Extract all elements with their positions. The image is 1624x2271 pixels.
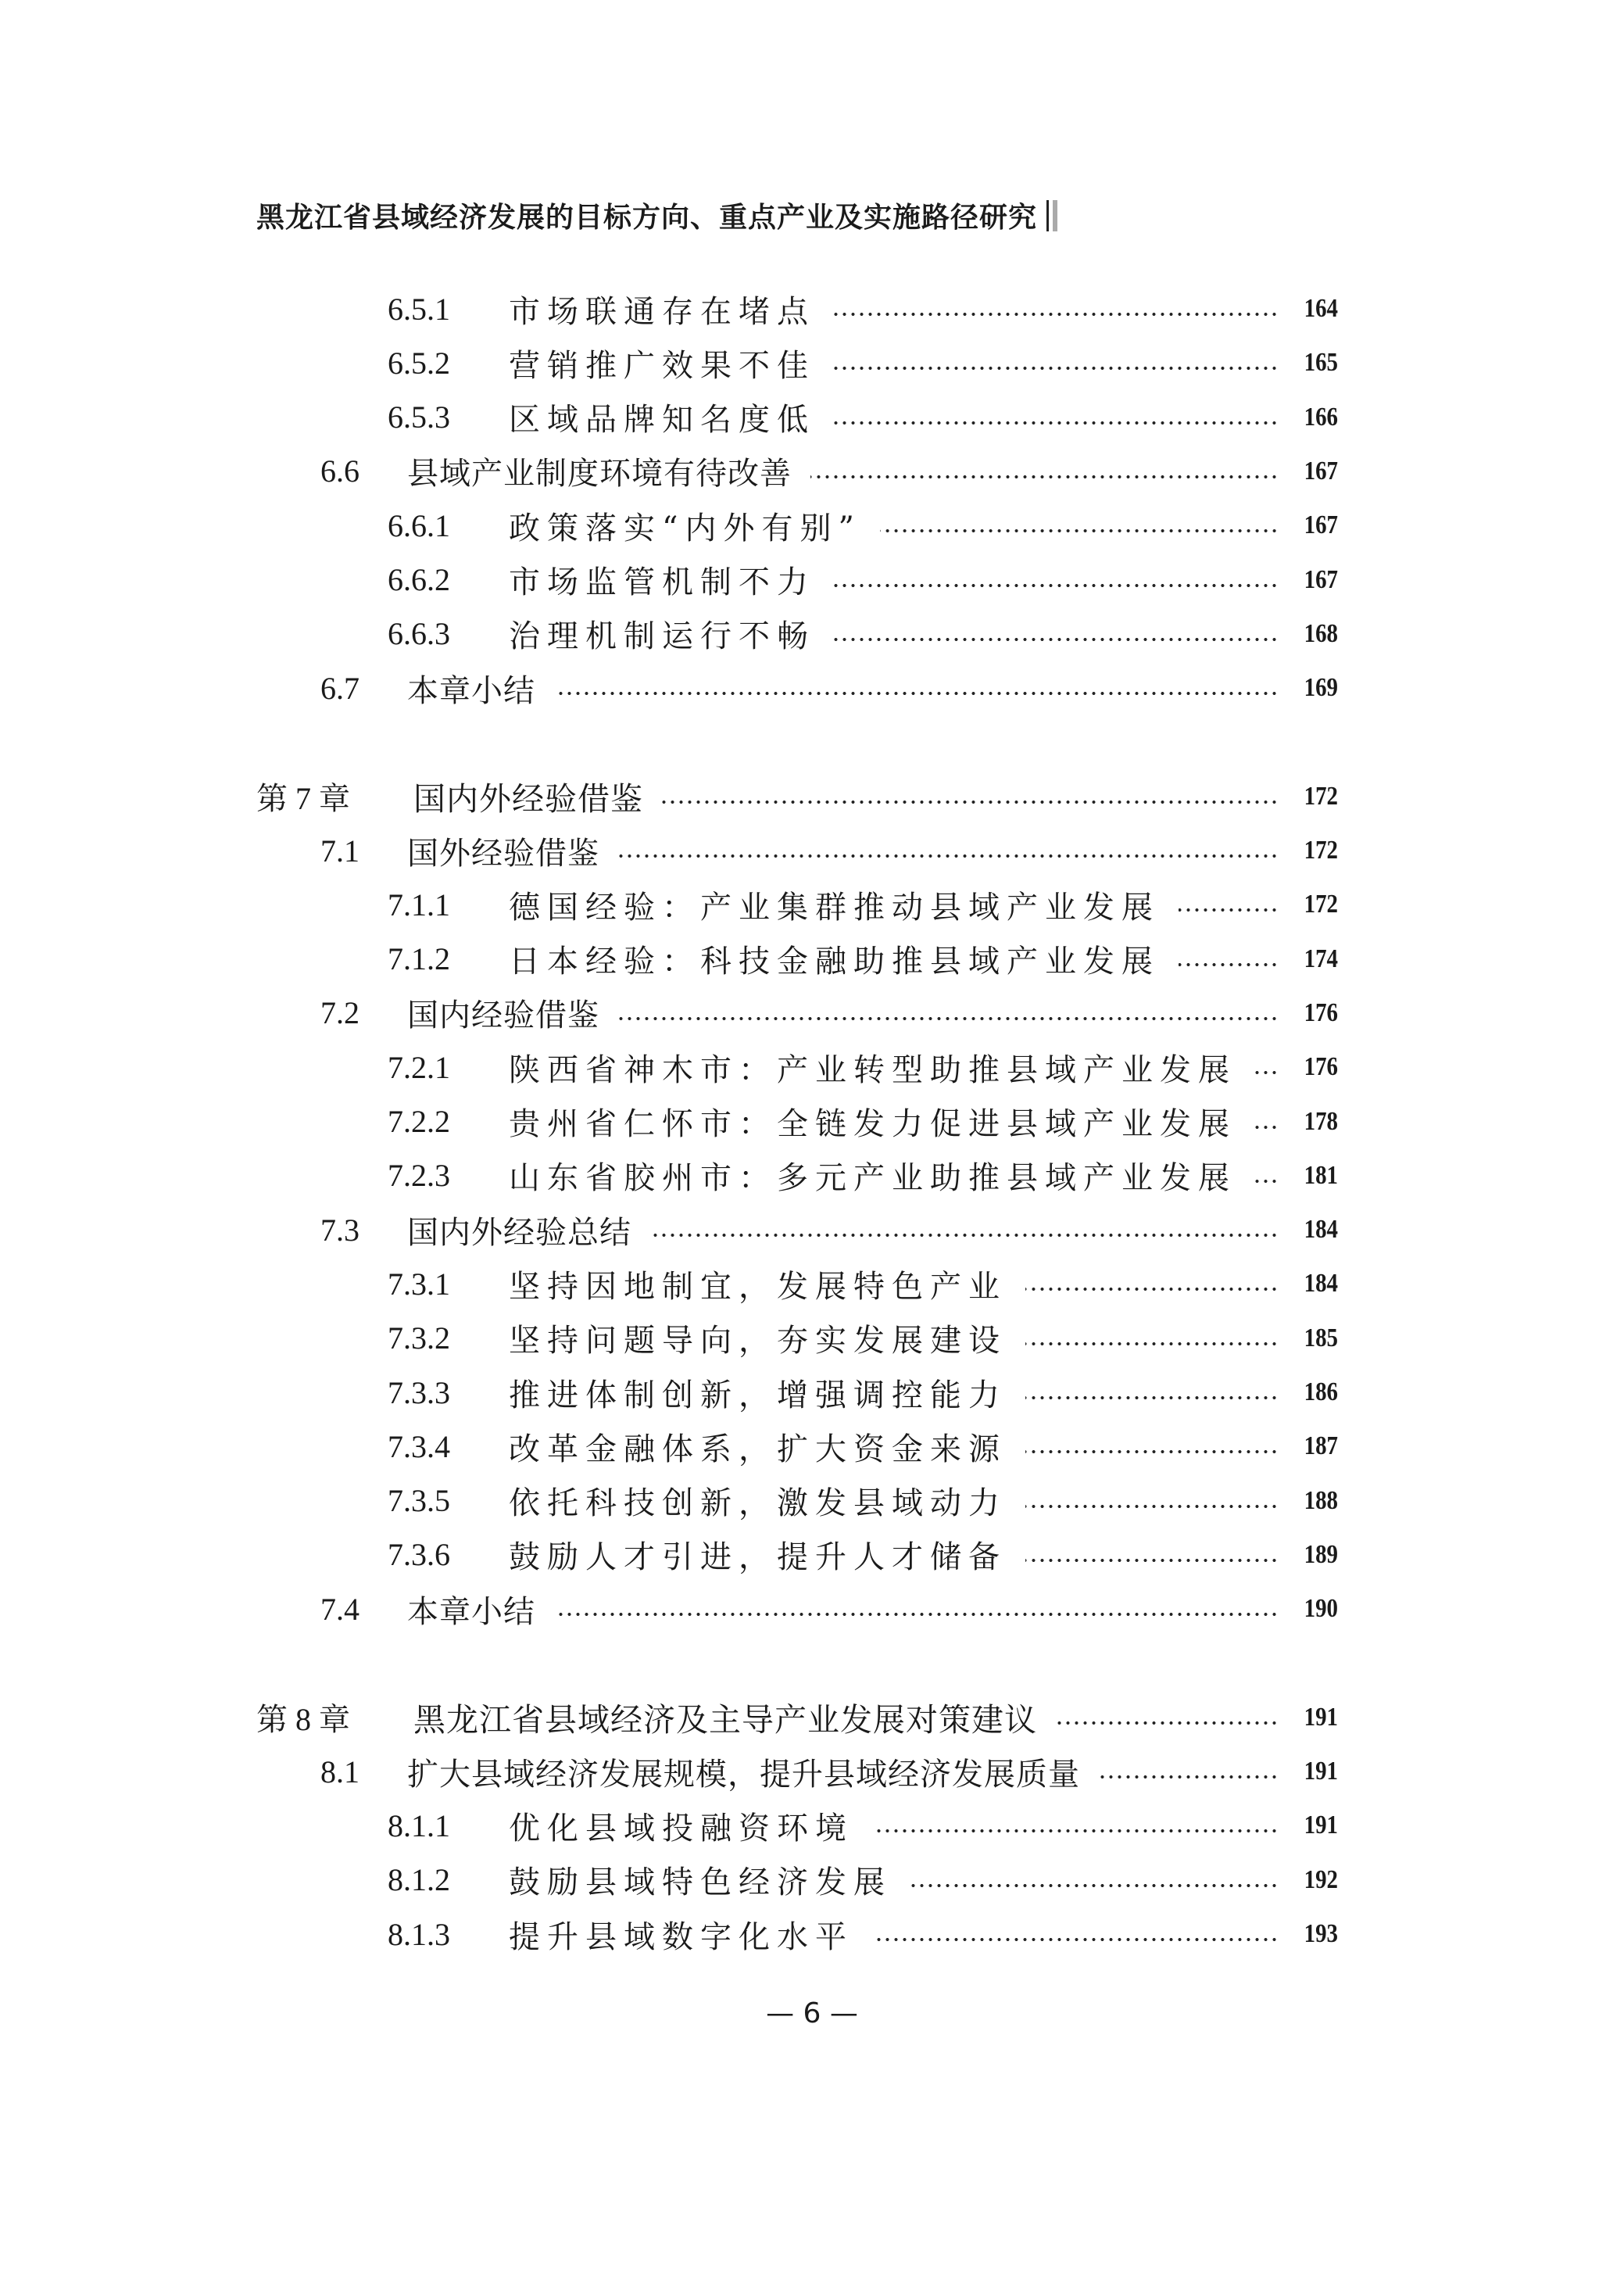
dot-leader (810, 475, 1279, 479)
toc-entry-number: 7.3.4 (388, 1428, 450, 1464)
toc-entry-number: 7.2.1 (388, 1049, 450, 1085)
toc-entry-page: 172 (1304, 890, 1338, 919)
toc-subsection-entry[interactable] (0, 1419, 1338, 1474)
toc-entry-title: 鼓励人才引进，提升人才储备 (509, 1539, 1007, 1576)
toc-section-entry[interactable] (0, 1744, 1338, 1799)
dot-leader (1179, 908, 1279, 912)
toc-entry-title: 贵州省仁怀市：全链发力促进县域产业发展 (509, 1106, 1236, 1142)
toc-subsection-entry[interactable] (0, 1798, 1338, 1853)
toc-entry-page: 184 (1304, 1269, 1338, 1298)
toc-section-entry[interactable] (0, 1581, 1338, 1636)
toc-subsection-entry[interactable] (0, 877, 1338, 932)
toc-entry-title: 黑龙江省县域经济及主导产业发展对策建议 (413, 1701, 1037, 1739)
toc-entry-number: 7.2.3 (388, 1158, 450, 1194)
toc-entry-title: 坚持因地制宜，发展特色产业 (509, 1268, 1007, 1305)
toc-entry-number: 6.6 (320, 453, 359, 489)
page-number: — 6 — (766, 1997, 858, 2029)
toc-entry-page: 167 (1304, 456, 1338, 485)
toc-entry-title: 国内外经验借鉴 (413, 780, 643, 818)
toc-entry-number: 7.3.1 (388, 1266, 450, 1302)
toc-entry-page: 193 (1304, 1919, 1338, 1948)
toc-entry-title: 推进体制创新，增强调控能力 (509, 1377, 1007, 1413)
toc-entry-title: 县域产业制度环境有待改善 (407, 456, 792, 493)
toc-subsection-entry[interactable] (0, 1094, 1338, 1149)
toc-entry-title: 改革金融体系，扩大资金来源 (509, 1431, 1007, 1467)
toc-entry-number: 6.6.2 (388, 562, 450, 597)
toc-entry-page: 169 (1304, 673, 1338, 703)
toc-entry-number: 8.1.1 (388, 1807, 450, 1843)
dot-leader (834, 312, 1279, 317)
toc-entry-page: 192 (1304, 1864, 1338, 1894)
toc-entry-page: 176 (1304, 998, 1338, 1027)
dot-leader (1025, 1558, 1279, 1563)
toc-entry-number: 7.3.3 (388, 1374, 450, 1410)
toc-entry-page: 164 (1304, 294, 1338, 323)
toc-entry-page: 178 (1304, 1106, 1338, 1136)
dot-leader (554, 691, 1279, 696)
book-title: 黑龙江省县域经济发展的目标方向、重点产业及实施路径研究 (256, 202, 1038, 234)
toc-entry-page: 187 (1304, 1431, 1338, 1461)
running-header (256, 195, 1057, 235)
toc-subsection-entry[interactable] (0, 553, 1338, 607)
toc-entry-title: 扩大县域经济发展规模，提升县域经济发展质量 (407, 1756, 1080, 1793)
dot-leader (1255, 1125, 1279, 1130)
toc-section-entry[interactable] (0, 823, 1338, 878)
dot-leader (834, 583, 1279, 588)
header-bar-decoration (1046, 200, 1057, 231)
toc-entry-number: 6.7 (320, 670, 359, 706)
toc-section-entry[interactable] (0, 1202, 1338, 1257)
toc-entry-page: 191 (1304, 1702, 1338, 1732)
toc-entry-number: 7.2.2 (388, 1104, 450, 1139)
dot-leader (1025, 1341, 1279, 1346)
toc-entry-page: 174 (1304, 944, 1338, 973)
dot-leader (1255, 1070, 1279, 1075)
toc-entry-title: 市场监管机制不力 (509, 564, 815, 600)
toc-subsection-entry[interactable] (0, 390, 1338, 445)
toc-subsection-entry[interactable] (0, 607, 1338, 661)
toc-entry-title: 依托科技创新，激发县域动力 (509, 1485, 1007, 1522)
dot-leader (1056, 1721, 1279, 1725)
toc-entry-page: 167 (1304, 564, 1338, 594)
dot-leader (662, 800, 1279, 804)
toc-entry-page: 168 (1304, 618, 1338, 648)
toc-entry-title: 治理机制运行不畅 (509, 618, 815, 655)
toc-chapter-entry[interactable] (0, 769, 1338, 824)
toc-entry-number: 6.5.1 (388, 291, 450, 327)
toc-entry-page: 176 (1304, 1052, 1338, 1082)
toc-entry-title: 本章小结 (407, 672, 535, 709)
toc-entry-title: 本章小结 (407, 1593, 535, 1630)
toc-entry-number: 6.6.3 (388, 616, 450, 652)
dot-leader (1025, 1504, 1279, 1509)
toc-entry-page: 189 (1304, 1539, 1338, 1569)
toc-entry-number: 8.1.3 (388, 1916, 450, 1952)
toc-entry-number: 7.2 (320, 995, 359, 1031)
toc-section-entry[interactable] (0, 986, 1338, 1041)
toc-entry-page: 172 (1304, 836, 1338, 865)
toc-entry-page: 172 (1304, 781, 1338, 811)
toc-subsection-entry[interactable] (0, 1853, 1338, 1907)
dot-leader (834, 637, 1279, 642)
toc-subsection-entry[interactable] (0, 1148, 1338, 1203)
toc-entry-title: 国外经验借鉴 (407, 835, 599, 872)
toc-section-entry[interactable] (0, 444, 1338, 499)
toc-entry-title: 山东省胶州市：多元产业助推县域产业发展 (509, 1160, 1236, 1197)
toc-entry-title: 陕西省神木市：产业转型助推县域产业发展 (509, 1051, 1236, 1088)
toc-entry-title: 提升县域数字化水平 (509, 1918, 853, 1955)
dot-leader (872, 1829, 1279, 1833)
toc-entry-title: 日本经验：科技金融助推县域产业发展 (509, 944, 1160, 980)
toc-entry-number: 7.3 (320, 1212, 359, 1248)
toc-entry-title: 区域品牌知名度低 (509, 402, 815, 439)
toc-entry-number: 6.5.3 (388, 399, 450, 435)
toc-entry-number: 7.3.5 (388, 1483, 450, 1519)
toc-entry-title: 优化县域投融资环境 (509, 1810, 853, 1847)
toc-entry-page: 190 (1304, 1594, 1338, 1624)
toc-subsection-entry[interactable] (0, 1528, 1338, 1582)
toc-entry-number: 6.5.2 (388, 345, 450, 381)
toc-entry-number: 6.6.1 (388, 507, 450, 543)
toc-entry-page: 167 (1304, 510, 1338, 540)
toc-entry-title: 德国经验：产业集群推动县域产业发展 (509, 889, 1160, 926)
toc-section-entry[interactable] (0, 661, 1338, 715)
dot-leader (554, 1612, 1279, 1617)
dot-leader (650, 1233, 1279, 1238)
dot-leader (1099, 1775, 1279, 1779)
toc-entry-number: 第 8 章 (256, 1702, 350, 1738)
toc-entry-page: 186 (1304, 1377, 1338, 1406)
toc-subsection-entry[interactable] (0, 1474, 1338, 1528)
toc-entry-number: 7.1.2 (388, 941, 450, 977)
toc-entry-number: 8.1 (320, 1753, 359, 1789)
dot-leader (872, 1937, 1279, 1942)
dot-leader (834, 421, 1279, 425)
dot-leader (1179, 962, 1279, 967)
toc-subsection-entry[interactable] (0, 1311, 1338, 1366)
toc-entry-page: 165 (1304, 348, 1338, 378)
toc-entry-title: 坚持问题导向，夯实发展建设 (509, 1323, 1007, 1359)
toc-entry-page: 166 (1304, 402, 1338, 432)
toc-subsection-entry[interactable] (0, 932, 1338, 987)
toc-entry-title: 国内外经验总结 (407, 1214, 631, 1251)
dot-leader (1255, 1179, 1279, 1184)
toc-entry-number: 7.3.6 (388, 1537, 450, 1573)
toc-entry-number: 7.1 (320, 833, 359, 869)
toc-entry-page: 188 (1304, 1485, 1338, 1515)
toc-subsection-entry[interactable] (0, 1040, 1338, 1094)
toc-entry-page: 185 (1304, 1323, 1338, 1352)
toc-entry-number: 7.1.1 (388, 887, 450, 922)
toc-entry-page: 181 (1304, 1160, 1338, 1190)
toc-entry-title: 市场联通存在堵点 (509, 293, 815, 330)
toc-subsection-entry[interactable] (0, 498, 1338, 553)
toc-subsection-entry[interactable] (0, 1365, 1338, 1420)
toc-entry-number: 8.1.2 (388, 1862, 450, 1898)
toc-subsection-entry[interactable] (0, 335, 1338, 390)
toc-entry-page: 184 (1304, 1215, 1338, 1245)
dot-leader (1025, 1287, 1279, 1291)
toc-entry-page: 191 (1304, 1757, 1338, 1786)
toc-subsection-entry[interactable] (0, 281, 1338, 336)
toc-subsection-entry[interactable] (0, 1907, 1338, 1961)
dot-leader (618, 1016, 1279, 1021)
toc-entry-number: 第 7 章 (256, 781, 350, 817)
toc-subsection-entry[interactable] (0, 1256, 1338, 1311)
dot-leader (618, 854, 1279, 858)
toc-chapter-entry[interactable] (0, 1690, 1338, 1745)
dot-leader (880, 528, 1279, 533)
dot-leader (1025, 1449, 1279, 1454)
toc-entry-number: 7.4 (320, 1591, 359, 1627)
dot-leader (834, 366, 1279, 371)
toc-entry-page: 191 (1304, 1811, 1338, 1840)
toc-entry-title: 政策落实“内外有别” (509, 510, 861, 546)
dot-leader (1025, 1395, 1279, 1400)
toc-entry-number: 7.3.2 (388, 1320, 450, 1356)
toc-entry-title: 国内经验借鉴 (407, 998, 599, 1034)
dot-leader (910, 1883, 1279, 1888)
toc-entry-title: 营销推广效果不佳 (509, 347, 815, 384)
toc-entry-title: 鼓励县域特色经济发展 (509, 1864, 892, 1901)
